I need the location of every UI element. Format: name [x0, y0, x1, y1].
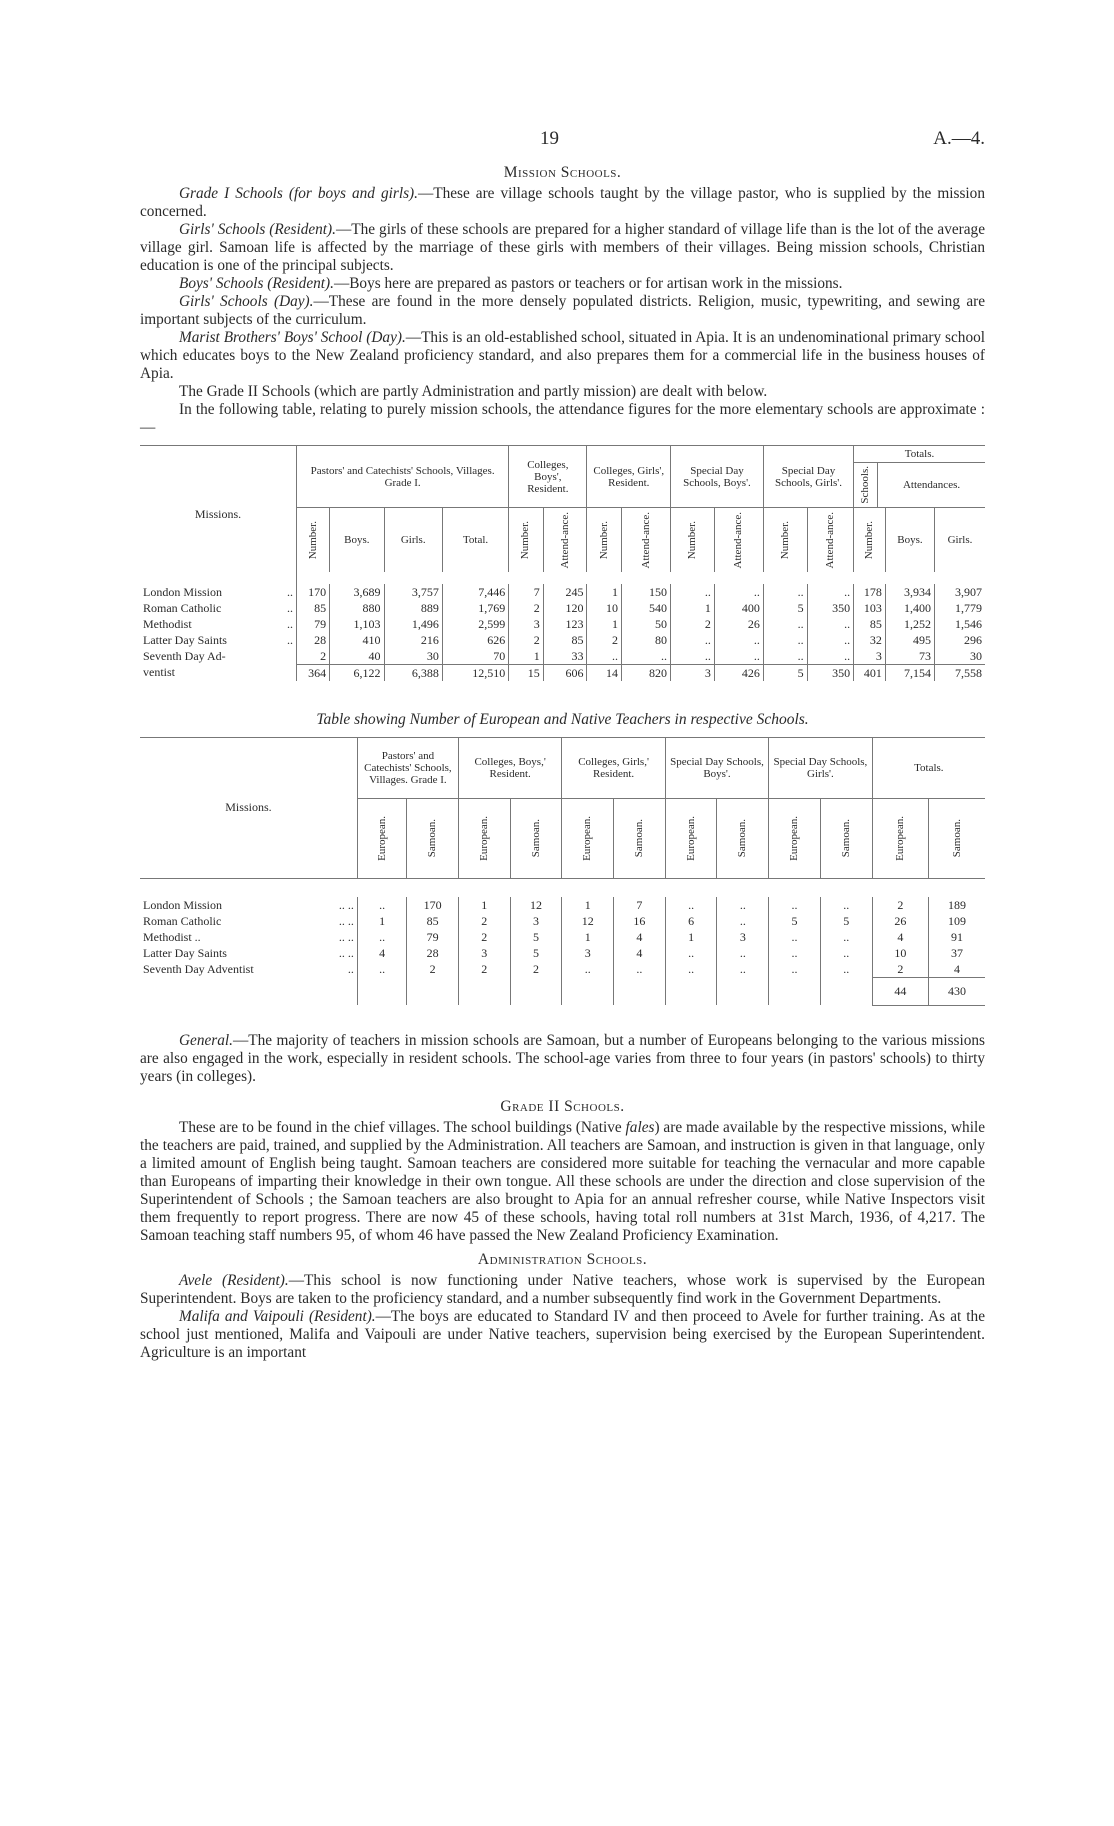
t2-sub-label: Samoan.: [950, 818, 963, 858]
table-cell: 33: [543, 648, 587, 665]
leader-dots: ..: [347, 961, 354, 976]
leader-dots: ..: [287, 584, 293, 599]
mission-schools-table: [140, 445, 985, 681]
t2-sub-samoan: [510, 798, 562, 878]
grade2-heading: Grade II Schools.: [500, 1097, 625, 1115]
total-cell: 44: [872, 977, 928, 1005]
leader-dots: .. ..: [338, 913, 354, 928]
table-cell: ..: [587, 648, 621, 665]
table-cell: 1: [562, 897, 614, 913]
paragraph-lead: Avele (Resident).: [179, 1271, 289, 1289]
table-cell: ..: [621, 648, 670, 665]
table-cell: 495: [885, 632, 934, 648]
t2-sub-european: [357, 798, 406, 878]
general-paragraph: General.—The majority of teachers in mission schools are Samoan, but a number of Europeans belonging to the various missions are also engaged in the work, especially in resident schools. The school-age varies from three to four years (in pastors' schools) to thirty years (in colleges).: [140, 1031, 985, 1085]
table-row: [140, 648, 985, 665]
table-cell: 3: [509, 616, 543, 632]
table-cell: 109: [929, 913, 985, 929]
paragraph: [140, 293, 985, 329]
table-cell: ..: [714, 632, 763, 648]
table-row: [140, 600, 985, 616]
mission-name: [140, 648, 297, 665]
table-cell: 120: [543, 600, 587, 616]
table-row: [140, 913, 985, 929]
table-cell: 79: [407, 929, 459, 945]
table-cell: 178: [854, 584, 886, 600]
paragraph-text: —The boys are educated to Standard IV and then proceed to Avele for further training. As at the school just mentioned, Malifa and Vaipouli are under Native teachers, supervision being exercised by the European Superintendent. Agriculture is an important: [140, 1307, 985, 1361]
table-cell: 1,252: [885, 616, 934, 632]
table-cell: 410: [330, 632, 384, 648]
t2-sub-samoan: [717, 798, 769, 878]
paragraph-text: —This is an old-established school, situated in Apia. It is an undenominational primary school which educates boys to the New Zealand proficiency standard, and also prepares them for a commercial life in the business houses of Apia.: [140, 329, 985, 382]
table-cell: 10: [587, 600, 621, 616]
table-cell: 1,546: [934, 616, 985, 632]
mission-name: [140, 929, 357, 945]
mission-label: Seventh Day Adventist: [143, 961, 254, 976]
page-number: 19: [540, 128, 559, 149]
total-cell: 426: [714, 664, 763, 681]
mission-label: Latter Day Saints: [143, 945, 227, 960]
table-row: [140, 945, 985, 961]
paragraph-lead: Girls' Schools (Resident).: [179, 221, 336, 238]
table-cell: 85: [854, 616, 886, 632]
table-cell: ..: [717, 961, 769, 978]
table-cell: 7: [509, 584, 543, 600]
t2-sub-label: European.: [375, 815, 388, 861]
table-cell: 3: [562, 945, 614, 961]
document-page: [140, 128, 985, 1362]
table-cell: 2: [407, 961, 459, 978]
mission-schools-heading: Mission Schools.: [503, 164, 622, 181]
table-cell: 2: [458, 913, 510, 929]
table-cell: ..: [562, 961, 614, 978]
total-cell: 6,388: [384, 664, 442, 681]
table-cell: ..: [357, 961, 406, 978]
paragraph: [140, 275, 985, 293]
t2-group-special-boys: Special Day Schools, Boys'.: [665, 737, 768, 798]
table-cell: ..: [717, 945, 769, 961]
t2-sub-label: Samoan.: [736, 818, 749, 858]
leader-dots: ..: [287, 632, 293, 647]
table-cell: 626: [442, 632, 508, 648]
table-cell: ..: [357, 929, 406, 945]
table-cell: ..: [769, 897, 821, 913]
paragraph: [140, 1308, 985, 1362]
table-cell: 5: [510, 945, 562, 961]
total-cell: 606: [543, 664, 587, 681]
table-cell: 4: [614, 945, 666, 961]
t1-sub-number: Number.: [685, 520, 698, 559]
paragraph-text: In the following table, relating to purely mission schools, the attendance figures for the more elementary schools are approximate :—: [140, 401, 985, 436]
table-cell: 3: [717, 929, 769, 945]
table-cell: ..: [820, 945, 872, 961]
t2-group-special-girls: Special Day Schools, Girls'.: [769, 737, 872, 798]
leader-dots: .. ..: [338, 945, 354, 960]
table-cell: 32: [854, 632, 886, 648]
t2-sub-label: Samoan.: [529, 818, 542, 858]
total-cell: 15: [509, 664, 543, 681]
table-cell: 80: [621, 632, 670, 648]
paragraph: [140, 329, 985, 383]
table-cell: 1: [587, 616, 621, 632]
table-cell: ..: [614, 961, 666, 978]
table-cell: 26: [714, 616, 763, 632]
mission-name: [140, 897, 357, 913]
table-cell: 7,446: [442, 584, 508, 600]
table-cell: 30: [384, 648, 442, 665]
table-cell: 4: [929, 961, 985, 978]
t2-sub-european: [458, 798, 510, 878]
t1-schools-label: Schools.: [859, 466, 872, 504]
t1-sub-attendance: Attend-ance.: [823, 511, 836, 568]
table-cell: 3,757: [384, 584, 442, 600]
t1-sub-boys: Boys.: [885, 508, 934, 572]
table-cell: ..: [820, 961, 872, 978]
table-cell: ..: [807, 632, 853, 648]
teachers-table: [140, 737, 985, 1006]
mission-label: Roman Catholic: [143, 600, 222, 615]
table-cell: 28: [297, 632, 330, 648]
table-cell: 2: [872, 897, 928, 913]
table-cell: ..: [807, 584, 853, 600]
table-cell: 1,779: [934, 600, 985, 616]
t1-sub-number: Number.: [863, 520, 875, 559]
paragraph: [140, 383, 985, 401]
table-cell: 2: [587, 632, 621, 648]
t1-group-totals: [854, 446, 985, 508]
table-cell: ..: [769, 945, 821, 961]
t2-group-colleges-girls: Colleges, Girls,' Resident.: [562, 737, 665, 798]
table-cell: ..: [820, 897, 872, 913]
total-cell: 820: [621, 664, 670, 681]
table-cell: 245: [543, 584, 587, 600]
t2-sub-label: European.: [581, 815, 594, 861]
table-cell: ..: [769, 929, 821, 945]
t1-sub-attendance: Attend-ance.: [639, 511, 652, 568]
table-cell: 400: [714, 600, 763, 616]
t1-sub-girls: Girls.: [934, 508, 985, 572]
t2-sub-samoan: [820, 798, 872, 878]
table-cell: 1: [357, 913, 406, 929]
table-cell: 189: [929, 897, 985, 913]
t2-sub-label: European.: [893, 815, 906, 861]
table-cell: 103: [854, 600, 886, 616]
t2-group-totals: Totals.: [872, 737, 985, 798]
t1-body: [140, 584, 985, 681]
table-cell: 5: [769, 913, 821, 929]
document-reference: A.—4.: [933, 128, 985, 149]
paragraph-text: —These are village schools taught by the village pastor, who is supplied by the mission concerned.: [140, 185, 985, 220]
t1-sub-number: Number.: [778, 520, 791, 559]
t2-sub-european: [562, 798, 614, 878]
table-cell: ..: [763, 632, 807, 648]
total-cell: 401: [854, 664, 886, 681]
table-cell: 5: [510, 929, 562, 945]
t2-body: [140, 897, 985, 1006]
table-cell: 16: [614, 913, 666, 929]
paragraph-lead: Malifa and Vaipouli (Resident).: [179, 1307, 376, 1325]
table-cell: ..: [763, 648, 807, 665]
table-cell: ..: [671, 632, 715, 648]
table-cell: 2,599: [442, 616, 508, 632]
table-cell: ..: [807, 648, 853, 665]
t1-sub-total: Total.: [442, 508, 508, 572]
table-cell: 3: [510, 913, 562, 929]
mission-name: [140, 632, 297, 648]
paragraph-text: —Boys here are prepared as pastors or teachers or for artisan work in the missions.: [333, 275, 843, 292]
mission-schools-text: [140, 185, 985, 437]
t2-sub-label: Samoan.: [632, 818, 645, 858]
table-cell: ..: [769, 961, 821, 978]
table-row: [140, 961, 985, 978]
admin-text: [140, 1272, 985, 1362]
t2-sub-samoan: [614, 798, 666, 878]
table-cell: 85: [407, 913, 459, 929]
t2-group-colleges-boys: Colleges, Boys,' Resident.: [458, 737, 561, 798]
t2-sub-european: [665, 798, 717, 878]
table-cell: 26: [872, 913, 928, 929]
total-cell: 5: [763, 664, 807, 681]
table-cell: 123: [543, 616, 587, 632]
t1-sub-number: Number.: [306, 520, 319, 559]
t2-sub-label: European.: [684, 815, 697, 861]
total-cell: 12,510: [442, 664, 508, 681]
total-cell: 7,558: [934, 664, 985, 681]
table-cell: 85: [297, 600, 330, 616]
table-cell: 350: [807, 600, 853, 616]
table-cell: 1: [671, 600, 715, 616]
table-cell: 1: [562, 929, 614, 945]
leader-dots: ..: [287, 616, 293, 631]
admin-heading: Administration Schools.: [477, 1250, 648, 1268]
mission-label: Seventh Day Ad-: [143, 648, 226, 663]
table-cell: 1: [458, 897, 510, 913]
total-cell: 350: [807, 664, 853, 681]
table-cell: ..: [763, 616, 807, 632]
table-cell: 2: [509, 600, 543, 616]
total-cell: 7,154: [885, 664, 934, 681]
table-cell: 170: [297, 584, 330, 600]
paragraph-lead: Marist Brothers' Boys' School (Day).: [179, 329, 406, 346]
table-cell: 2: [509, 632, 543, 648]
t2-sub-european: [872, 798, 928, 878]
total-cell: 14: [587, 664, 621, 681]
table-cell: 37: [929, 945, 985, 961]
table-cell: 2: [297, 648, 330, 665]
t1-sub-boys: Boys.: [330, 508, 384, 572]
table-cell: ..: [671, 648, 715, 665]
table-cell: 216: [384, 632, 442, 648]
t1-totals-label: Totals.: [854, 446, 985, 463]
table-cell: 1,400: [885, 600, 934, 616]
table-cell: 4: [357, 945, 406, 961]
paragraph-text: The Grade II Schools (which are partly Administration and partly mission) are dealt with below.: [179, 383, 768, 400]
leader-dots: .. ..: [338, 897, 354, 912]
paragraph-text: —The girls of these schools are prepared for a higher standard of village life than is the lot of the average village girl. Samoan life is affected by the marriage of these girls with members of their villages. Being mission schools, Christian education is one of the principal subjects.: [140, 221, 985, 274]
table-cell: 2: [510, 961, 562, 978]
mission-label: London Mission: [143, 897, 223, 912]
table-cell: 3,689: [330, 584, 384, 600]
table-cell: 2: [458, 961, 510, 978]
paragraph: [140, 185, 985, 221]
table-cell: 30: [934, 648, 985, 665]
paragraph: [140, 1272, 985, 1308]
table-cell: 85: [543, 632, 587, 648]
table-cell: 1: [665, 929, 717, 945]
t2-sub-label: Samoan.: [426, 818, 439, 858]
table-cell: 1,103: [330, 616, 384, 632]
table-cell: 296: [934, 632, 985, 648]
t2-sub-samoan: [929, 798, 985, 878]
mission-label: Roman Catholic: [143, 913, 222, 928]
table-cell: 7: [614, 897, 666, 913]
leader-dots: ..: [287, 600, 293, 615]
mission-name: [140, 600, 297, 616]
total-row: [140, 977, 985, 1005]
teachers-table-caption: Table showing Number of European and Native Teachers in respective Schools.: [316, 710, 809, 728]
t1-missions-header: Missions.: [140, 446, 297, 584]
table-cell: 880: [330, 600, 384, 616]
table-cell: 5: [820, 913, 872, 929]
table-cell: 1,496: [384, 616, 442, 632]
table-cell: 170: [407, 897, 459, 913]
table-row: [140, 897, 985, 913]
table-cell: ..: [357, 897, 406, 913]
t2-sub-label: European.: [477, 815, 490, 861]
table-cell: 2: [671, 616, 715, 632]
mission-name: [140, 961, 357, 978]
t1-sub-girls: Girls.: [384, 508, 442, 572]
page-header: [140, 128, 985, 158]
t1-sub-attendance: Attend-ance.: [732, 511, 745, 568]
t2-sub-european: [769, 798, 821, 878]
t2-sub-label: European.: [788, 815, 801, 861]
t1-group-colleges-girls: Colleges, Girls', Resident.: [587, 446, 671, 508]
total-cell: 364: [297, 664, 330, 681]
t2-missions-header: Missions.: [140, 737, 357, 878]
table-cell: 540: [621, 600, 670, 616]
table-cell: 1: [509, 648, 543, 665]
t1-group-colleges-boys: Colleges, Boys', Resident.: [509, 446, 587, 508]
table-cell: 70: [442, 648, 508, 665]
t1-group-special-boys: Special Day Schools, Boys'.: [671, 446, 764, 508]
t1-group-pastors: Pastors' and Catechists' Schools, Villages. Grade I.: [297, 446, 509, 508]
table-cell: ..: [717, 897, 769, 913]
table-cell: ..: [807, 616, 853, 632]
table-cell: 150: [621, 584, 670, 600]
table-row: [140, 616, 985, 632]
total-cell: 430: [929, 977, 985, 1005]
table-row: [140, 632, 985, 648]
leader-dots: .. ..: [338, 929, 354, 944]
table-row: [140, 584, 985, 600]
table-cell: 3,934: [885, 584, 934, 600]
t1-attendances-label: Attendances.: [878, 463, 985, 507]
paragraph-lead: Boys' Schools (Resident).: [179, 275, 334, 292]
paragraph-lead: Girls' Schools (Day).: [179, 293, 314, 310]
total-cell: 3: [671, 664, 715, 681]
table-cell: 79: [297, 616, 330, 632]
table-cell: ..: [714, 584, 763, 600]
paragraph-text: —This school is now functioning under Native teachers, whose work is supervised by the European Superintendent. Boys are taken to the proficiency standard, and a number subsequently find work in the Government Departments.: [140, 1271, 985, 1307]
paragraph: [140, 401, 985, 437]
table-cell: 1: [587, 584, 621, 600]
table-cell: 5: [763, 600, 807, 616]
mission-name: [140, 616, 297, 632]
total-cell: 6,122: [330, 664, 384, 681]
table-cell: ..: [665, 897, 717, 913]
total-row: [140, 664, 985, 681]
mission-name-continued: ventist: [143, 665, 175, 680]
mission-label: Methodist: [143, 616, 192, 631]
t1-sub-number: Number.: [519, 520, 532, 559]
mission-label: London Mission: [143, 584, 223, 599]
table-cell: 2: [458, 929, 510, 945]
mission-name: [140, 945, 357, 961]
grade2-paragraph: These are to be found in the chief villages. The school buildings (Native fales) are made available by the respective missions, while the teachers are paid, trained, and supplied by the Administration. All teachers are Samoan, and instruction is given in that language, only a limited amount of English being taught. Samoan teachers are considered more suitable for teaching the vernacular and more capable than Europeans of imparting their knowledge in their own tongue. All these schools are under the direction and close supervision of the Superintendent of Schools ; the Samoan teachers are also brought to Apia for an annual refresher course, while Native Inspectors visit them frequently to report progress. There are now 45 of these schools, having total roll numbers at 31st March, 1936, of 4,217. The Samoan teaching staff numbers 95, of whom 46 have passed the New Zealand Proficiency Examination.: [140, 1118, 985, 1244]
paragraph-lead: Grade I Schools (for boys and girls).: [179, 185, 418, 202]
table-cell: 4: [872, 929, 928, 945]
table-cell: 3: [458, 945, 510, 961]
table-cell: 12: [510, 897, 562, 913]
table-cell: ..: [763, 584, 807, 600]
t2-sub-label: Samoan.: [839, 818, 852, 858]
table-cell: 2: [872, 961, 928, 978]
table-cell: ..: [665, 945, 717, 961]
table-cell: 73: [885, 648, 934, 665]
table-cell: 91: [929, 929, 985, 945]
table-cell: 40: [330, 648, 384, 665]
table-cell: 6: [665, 913, 717, 929]
table-cell: 889: [384, 600, 442, 616]
table-cell: ..: [820, 929, 872, 945]
table-cell: 1,769: [442, 600, 508, 616]
table-cell: ..: [714, 648, 763, 665]
mission-name: [140, 913, 357, 929]
mission-label: Latter Day Saints: [143, 632, 227, 647]
table-cell: ..: [717, 913, 769, 929]
table-cell: 4: [614, 929, 666, 945]
t2-sub-samoan: [407, 798, 459, 878]
mission-label: Methodist ..: [143, 929, 201, 944]
t1-sub-attendance: Attend-ance.: [558, 511, 571, 568]
table-cell: 10: [872, 945, 928, 961]
paragraph: [140, 221, 985, 275]
mission-name: [140, 584, 297, 600]
t1-group-special-girls: Special Day Schools, Girls'.: [763, 446, 853, 508]
table-cell: 28: [407, 945, 459, 961]
t2-group-pastors: Pastors' and Catechists' Schools, Villages. Grade I.: [357, 737, 458, 798]
table-cell: 50: [621, 616, 670, 632]
table-cell: 3,907: [934, 584, 985, 600]
table-cell: ..: [665, 961, 717, 978]
t1-sub-number: Number.: [597, 520, 610, 559]
table-cell: ..: [671, 584, 715, 600]
paragraph-text: —These are found in the more densely populated districts. Religion, music, typewriting, and sewing are important subjects of the curriculum.: [140, 293, 985, 328]
table-cell: 3: [854, 648, 886, 665]
table-cell: 12: [562, 913, 614, 929]
table-row: [140, 929, 985, 945]
